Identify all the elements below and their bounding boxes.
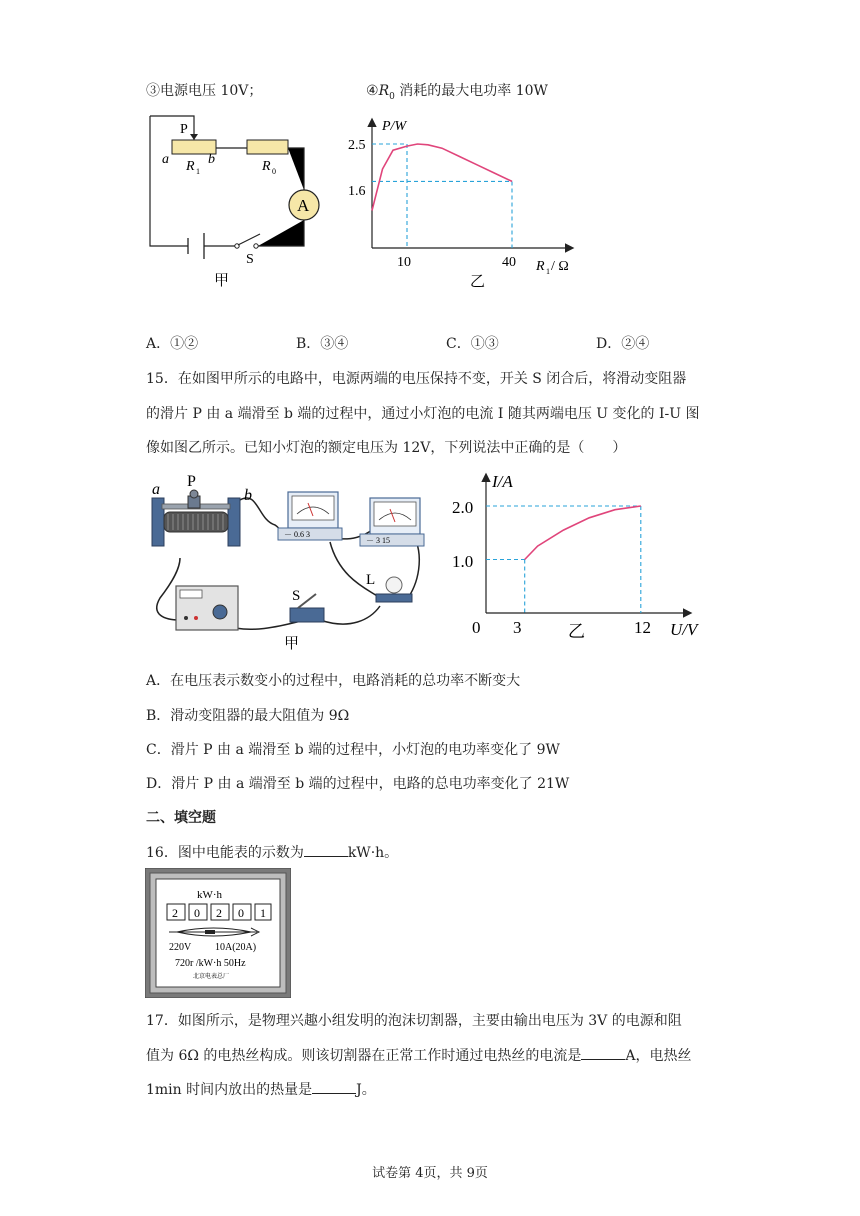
q14-circuit-diagram [140,108,330,293]
q14-label-b: b [208,152,215,167]
q16-stem [146,842,398,862]
q17-line3-text: 1min 时间内放出的热量是 [146,1082,313,1098]
q15-fig-label-S: S [292,588,301,604]
q14-power-graph [340,108,590,293]
q14-ytick-1-6: 1.6 [348,184,366,199]
q14-label-P: P [180,122,188,137]
q14-label-R1: R [186,159,195,174]
q14-xtick-10: 10 [397,255,411,270]
q15-fig-label-a: a [152,481,160,498]
q17-line3-unit: J。 [356,1082,376,1098]
q16-digit-3: 2 [216,906,222,920]
q15-option-c[interactable]: C．滑片 P 由 a 端滑至 b 端的过程中，小灯泡的电功率变化了 9W [146,742,560,758]
q15-xtick-12: 12 [634,618,651,637]
q17-line2-text: 值为 6Ω 的电热丝构成。则该切割器在正常工作时通过电热丝的电流是 [146,1048,582,1064]
item-4-sub: 0 [389,91,395,102]
q16-stem-text: 16．图中电能表的示数为 [146,845,304,861]
q15-option-d[interactable]: D．滑片 P 由 a 端滑至 b 端的过程中，电路的总电功率变化了 21W [146,776,570,792]
q14-power-curve [372,144,512,211]
q16-meter-unit: kW·h [197,889,223,901]
q15-voltmeter-scale: － 3 15 [366,536,390,545]
q16-digit-4: 0 [238,906,244,920]
q16-meter-maker: 北京电表总厂 [193,974,230,980]
q14-option-b[interactable]: B．③④ [296,336,349,352]
q14-xlabel-unit: / Ω [551,259,569,274]
q15-stem-line2: 的滑片 P 由 a 端滑至 b 端的过程中，通过小灯泡的电流 I 随其两端电压 U 变化的 I-U 图 [146,406,700,422]
q17-current-blank[interactable] [581,1047,625,1060]
q16-digit-1: 2 [172,906,178,920]
q15-caption-jia: 甲 [284,636,300,652]
q14-option-a[interactable]: A．①② [146,336,199,352]
q14-label-S: S [246,252,254,267]
q14-xlabel-var: R [536,259,545,274]
q15-fig-label-P: P [187,473,196,490]
q16-answer-blank[interactable] [304,844,348,857]
item-3: ③电源电压 10V； [146,83,263,99]
q14-guide-lines [372,144,512,248]
q15-ytick-1: 1.0 [452,552,474,571]
q16-meter-current: 10A(20A) [215,942,257,953]
q15-iu-graph [440,465,715,650]
q14-caption-jia: 甲 [214,273,230,289]
page-footer: 试卷第 4页，共 9页 [372,1166,488,1181]
q15-ytick-2: 2.0 [452,498,474,517]
q16-meter-digits [167,904,271,920]
item-4-number: ④ [366,83,379,99]
q15-ylabel: I/A [492,472,513,491]
q15-option-a[interactable]: A．在电压表示数变小的过程中，电路消耗的总功率不断变大 [146,673,521,689]
q14-xlabel-sub: 1 [546,267,550,276]
item-4-text: 消耗的最大电功率 10W [394,83,548,99]
q15-fig-label-b: b [244,487,252,504]
q17-stem-line3 [146,1079,376,1099]
q14-option-d[interactable]: D．②④ [596,336,650,352]
q17-heat-blank[interactable] [312,1081,356,1094]
q14-caption-yi: 乙 [470,274,486,290]
q15-xtick-0: 0 [472,618,481,637]
q14-label-R0-sub: 0 [272,167,276,176]
q17-stem-line1: 17．如图所示，是物理兴趣小组发明的泡沫切割器，主要由输出电压为 3V 的电源和阻 [146,1013,682,1029]
q15-caption-yi: 乙 [568,622,585,641]
q15-stem-line1: 15．在如图甲所示的电路中，电源两端的电压保持不变，开关 S 闭合后，将滑动变阻器 [146,371,687,387]
q17-stem-line2 [146,1045,692,1065]
q15-guide-lines [486,506,641,613]
q14-option-c[interactable]: C．①③ [446,336,499,352]
q15-stem-line3: 像如图乙所示。已知小灯泡的额定电压为 12V，下列说法中正确的是（ ） [146,440,627,456]
q15-physical-circuit [140,470,440,655]
q15-xlabel: U/V [670,620,698,639]
q16-meter-voltage: 220V [169,942,192,953]
q14-ylabel: P/W [382,119,407,134]
q15-iu-curve [525,506,641,560]
q15-option-b[interactable]: B．滑动变阻器的最大阻值为 9Ω [146,708,350,724]
q14-label-R1-sub: 1 [196,167,200,176]
q16-digit-2: 0 [194,906,200,920]
q16-meter-spec: 720r /kW·h 50Hz [175,958,246,969]
q16-electricity-meter [145,868,291,998]
q17-line2-unit: A，电热丝 [625,1048,692,1064]
q14-xtick-40: 40 [502,255,516,270]
q15-fig-label-L: L [366,572,376,588]
section-heading-fill-in: 二、填空题 [146,810,216,826]
item-4-var: R [378,83,390,99]
q14-ammeter-label: A [297,196,310,215]
q14-ytick-2-5: 2.5 [348,138,366,153]
q16-stem-unit: kW·h。 [347,845,399,861]
q15-ammeter-scale: － 0.6 3 [284,530,310,539]
item-4 [366,80,548,102]
q15-xtick-3: 3 [513,618,522,637]
q14-label-a: a [162,152,169,167]
q14-label-R0: R [262,159,271,174]
q16-digit-5: 1 [260,906,266,920]
